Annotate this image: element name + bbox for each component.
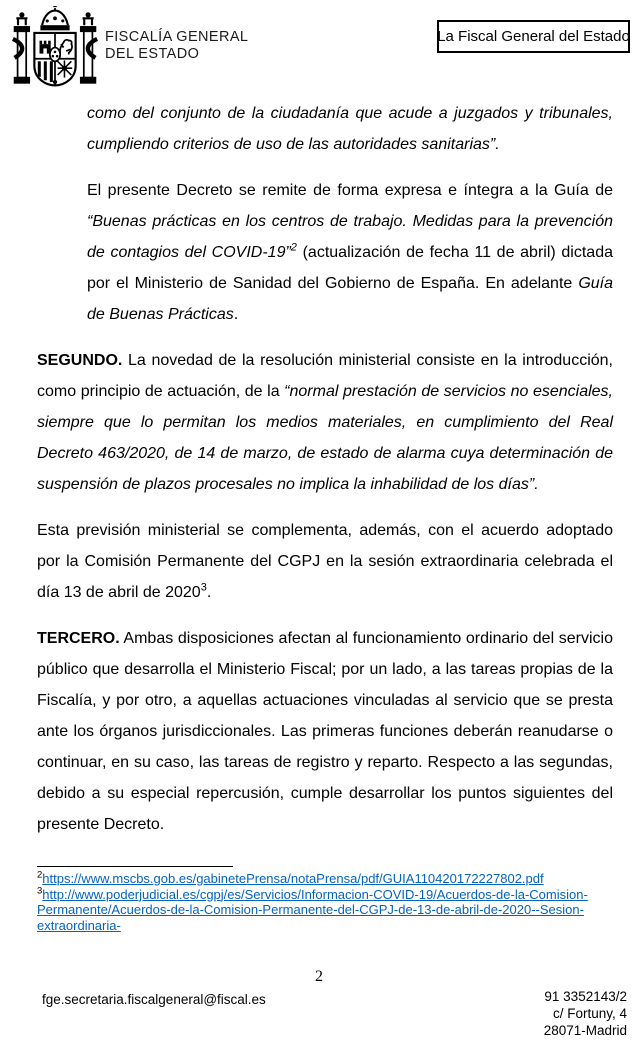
official-title-box xyxy=(437,20,630,53)
footnote-reference: 3 xyxy=(200,581,207,594)
org-name-line2: DEL ESTADO xyxy=(105,46,200,62)
text-run: “Buenas prácticas en los centros de trabajo. Medidas para la prevención de contagios del COVID-19” xyxy=(87,213,613,261)
text-run: . xyxy=(233,306,239,323)
heraldic-shield-icon xyxy=(34,33,75,85)
text-run: Ambas disposiciones afectan al funcionamiento ordinario del servicio público que desarrolla el Ministerio Fiscal; por un lado, a las tareas propias de la Fiscalía, y por otro, a aquellas actuaciones vinculadas al servicio que se presta ante los órganos jurisdiccionales. Las primeras funciones deberán reanudarse o continuar, en su caso, las tareas de registro y reparto. Respecto a las segundas, debido a su especial repercusión, cumple desarrollar los puntos siguientes del presente Decreto. xyxy=(37,630,613,833)
lion-quarter-icon xyxy=(60,40,72,55)
paragraph xyxy=(37,515,613,608)
document-body xyxy=(37,98,613,855)
footnote-reference: 2 xyxy=(290,241,297,254)
text-run: SEGUNDO. xyxy=(37,352,123,369)
left-pillar-icon xyxy=(13,12,29,83)
footnote-item xyxy=(37,887,613,934)
text-run: . xyxy=(206,584,212,601)
text-run: como del conjunto de la ciudadanía que acude a juzgados y tribunales, cumpliendo criterios de uso de las autoridades sanitarias”. xyxy=(87,105,613,153)
org-name xyxy=(105,29,248,63)
text-run: (actualización de fecha 11 de abril) dictada por el Ministerio de Sanidad del Gobierno de España. En adelante xyxy=(87,244,613,292)
page-number: 2 xyxy=(315,968,323,985)
text-run: Guía de Buenas Prácticas xyxy=(87,275,613,323)
footnote-separator xyxy=(37,866,233,867)
paragraph xyxy=(37,345,613,500)
org-name-line1: FISCALÍA GENERAL xyxy=(105,29,249,45)
footer-address-line2: 28071-Madrid xyxy=(543,1023,627,1038)
paragraph xyxy=(87,98,613,160)
castle-quarter-icon xyxy=(40,41,51,54)
text-run: La novedad de la resolución ministerial consiste en la introducción, como principio de actuación, de la xyxy=(37,352,613,400)
footnote-link[interactable]: http://www.poderjudicial.es/cgpj/es/Servicios/Informacion-COVID-19/Acuerdos-de-la-Comision-Permanente/Acuerdos-de-la-Comision-Permanente-del-CGPJ-de-13-de-abril-de-2020--Sesion-extraordinaria- xyxy=(37,886,588,933)
footer-address-line1: c/ Fortuny, 4 xyxy=(552,1006,627,1021)
footnote-marker: 3 xyxy=(37,885,43,897)
official-title-label: La Fiscal General del Estado xyxy=(437,28,630,45)
bourbon-inescutcheon-icon xyxy=(50,48,60,62)
paragraph xyxy=(37,623,613,840)
footnotes-section xyxy=(37,871,613,933)
royal-crown-icon xyxy=(40,6,69,30)
text-run: El presente Decreto se remite de forma expresa e íntegra a la Guía de xyxy=(87,182,613,199)
footnote-marker: 2 xyxy=(37,869,43,881)
navarre-chains-quarter-icon xyxy=(58,60,73,77)
pomegranate-icon xyxy=(53,80,57,84)
paragraph xyxy=(87,175,613,330)
footer-phone: 91 3352143/2 xyxy=(544,989,627,1004)
text-run: Esta previsión ministerial se complementa, además, con el acuerdo adoptado por la Comisión Permanente del CGPJ en la sesión extraordinaria celebrada el día 13 de abril de 2020 xyxy=(37,522,613,601)
footer-address xyxy=(544,988,627,1039)
text-run: “normal prestación de servicios no esenciales, siempre que lo permitan los medios materiales, en cumplimiento del Real Decreto 463/2020, de 14 de marzo, de estado de alarma cuya determinación de suspensión de plazos procesales no implica la inhabilidad de los días”. xyxy=(37,383,613,493)
footer-email: fge.secretaria.fiscalgeneral@fiscal.es xyxy=(42,992,266,1007)
spain-coat-of-arms-logo xyxy=(12,6,98,96)
footnote-link[interactable]: https://www.mscbs.gob.es/gabinetePrensa/notaPrensa/pdf/GUIA110420172227802.pdf xyxy=(42,871,544,886)
text-run: TERCERO. xyxy=(37,630,120,647)
footnote-item xyxy=(37,871,613,887)
right-pillar-icon xyxy=(81,12,97,83)
